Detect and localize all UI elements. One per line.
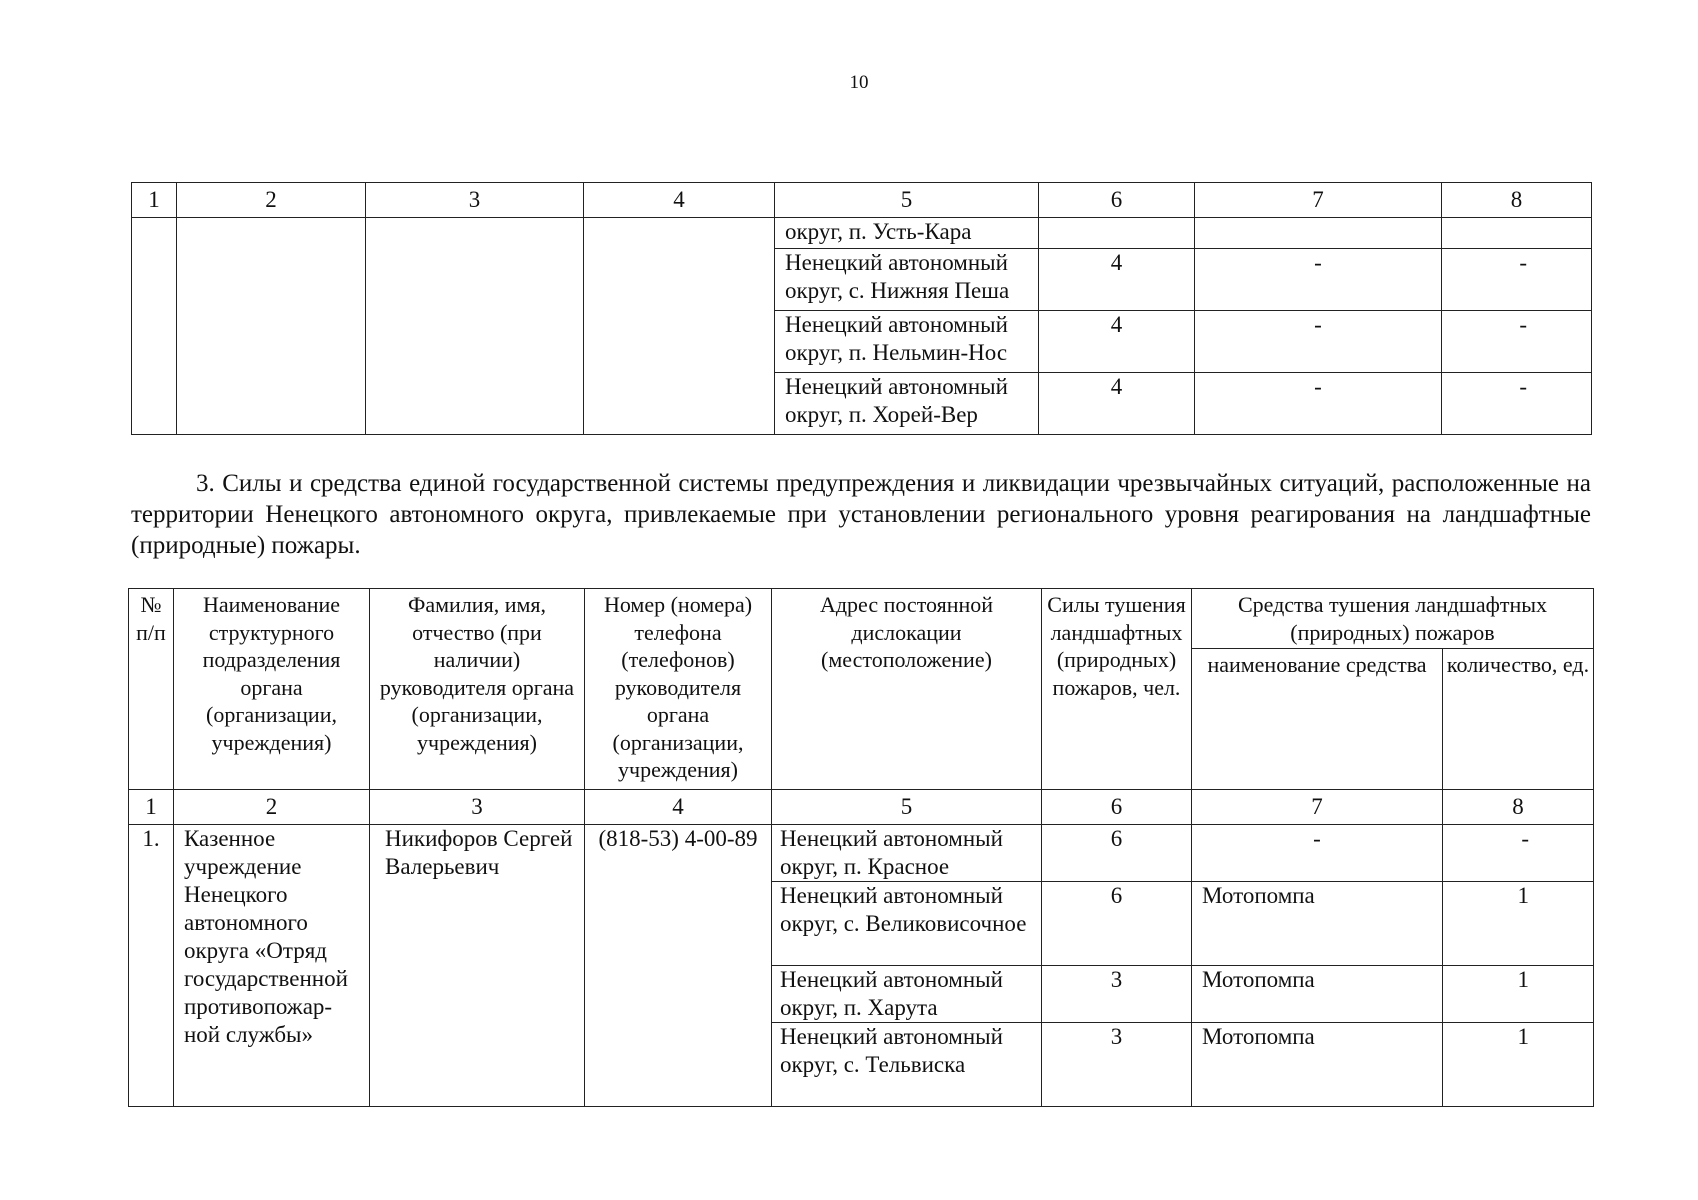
column-number: 5 bbox=[775, 183, 1039, 218]
forces-cell: 3 bbox=[1042, 1023, 1192, 1107]
column-number: 8 bbox=[1443, 790, 1594, 825]
address-cell: Ненецкий автономный округ, п. Нельмин-Нос bbox=[775, 311, 1039, 373]
column-number: 3 bbox=[366, 183, 584, 218]
section-3-paragraph bbox=[131, 468, 1591, 561]
equipment-cell: Мотопомпа bbox=[1192, 966, 1443, 1023]
equipment-cell: Мотопомпа bbox=[1192, 882, 1443, 966]
forces-cell: 4 bbox=[1039, 249, 1195, 311]
column-number: 4 bbox=[584, 183, 775, 218]
empty-cell bbox=[177, 218, 366, 435]
column-number-row bbox=[129, 790, 1594, 825]
address-cell: Ненецкий автономный округ, п. Харута bbox=[772, 966, 1042, 1023]
table-row bbox=[132, 218, 1592, 249]
section-3-text: 3. Силы и средства единой государственной системы предупреждения и ликвидации чрезвычайных ситуаций, расположенные на территории Ненецкого автономного округа, привлекаемые при установлении регионального уровня реагирования на ландшафтные (природные) пожары. bbox=[131, 470, 1591, 559]
address-cell: Ненецкий автономный округ, с. Нижняя Пеша bbox=[775, 249, 1039, 311]
address-cell: Ненецкий автономный округ, с. Великовисочное bbox=[772, 882, 1042, 966]
forces-cell: 4 bbox=[1039, 373, 1195, 435]
forces-cell: 6 bbox=[1042, 825, 1192, 882]
column-number: 7 bbox=[1192, 790, 1443, 825]
header-head: Фамилия, имя, отчество (при наличии) руководителя органа (организации, учреждения) bbox=[370, 589, 585, 790]
column-number: 8 bbox=[1442, 183, 1592, 218]
column-number: 1 bbox=[132, 183, 177, 218]
continuation-table bbox=[131, 182, 1592, 435]
equipment-cell bbox=[1195, 218, 1442, 249]
quantity-cell: - bbox=[1443, 825, 1594, 882]
column-number: 2 bbox=[177, 183, 366, 218]
equipment-cell: Мотопомпа bbox=[1192, 1023, 1443, 1107]
empty-cell bbox=[132, 218, 177, 435]
column-number: 1 bbox=[129, 790, 174, 825]
header-number: № п/п bbox=[129, 589, 174, 790]
equipment-cell: - bbox=[1195, 249, 1442, 311]
quantity-cell bbox=[1442, 218, 1592, 249]
header-quantity: количество, ед. bbox=[1443, 649, 1594, 790]
equipment-cell: - bbox=[1192, 825, 1443, 882]
quantity-cell: - bbox=[1442, 373, 1592, 435]
column-number: 6 bbox=[1039, 183, 1195, 218]
header-equipment-group: Средства тушения ландшафтных (природных) пожаров bbox=[1192, 589, 1594, 649]
forces-table bbox=[128, 588, 1594, 1107]
forces-cell: 6 bbox=[1042, 882, 1192, 966]
header-row bbox=[129, 589, 1594, 649]
organization-cell: Казенное учреждение Ненецкого автономного округа «Отряд государственной противопожар-ной службы» bbox=[174, 825, 370, 1107]
address-cell: Ненецкий автономный округ, с. Тельвиска bbox=[772, 1023, 1042, 1107]
forces-cell: 4 bbox=[1039, 311, 1195, 373]
empty-cell bbox=[366, 218, 584, 435]
empty-cell bbox=[584, 218, 775, 435]
header-equipment-name: наименование средства bbox=[1192, 649, 1443, 790]
header-phone: Номер (номера) телефона (телефонов) руководителя органа (организации, учреждения) bbox=[585, 589, 772, 790]
head-cell: Никифоров Сергей Валерьевич bbox=[370, 825, 585, 1107]
address-cell: Ненецкий автономный округ, п. Красное bbox=[772, 825, 1042, 882]
forces-cell bbox=[1039, 218, 1195, 249]
column-number: 5 bbox=[772, 790, 1042, 825]
equipment-cell: - bbox=[1195, 311, 1442, 373]
quantity-cell: 1 bbox=[1443, 882, 1594, 966]
quantity-cell: - bbox=[1442, 311, 1592, 373]
address-cell: округ, п. Усть-Кара bbox=[775, 218, 1039, 249]
equipment-cell: - bbox=[1195, 373, 1442, 435]
quantity-cell: - bbox=[1442, 249, 1592, 311]
quantity-cell: 1 bbox=[1443, 1023, 1594, 1107]
column-number-row bbox=[132, 183, 1592, 218]
record-number: 1. bbox=[129, 825, 174, 1107]
header-address: Адрес постоянной дислокации (местоположение) bbox=[772, 589, 1042, 790]
column-number: 6 bbox=[1042, 790, 1192, 825]
table-row bbox=[129, 825, 1594, 882]
header-organization: Наименование структурного подразделения органа (организации, учреждения) bbox=[174, 589, 370, 790]
phone-cell: (818-53) 4-00-89 bbox=[585, 825, 772, 1107]
page-number: 10 bbox=[849, 72, 869, 93]
quantity-cell: 1 bbox=[1443, 966, 1594, 1023]
address-cell: Ненецкий автономный округ, п. Хорей-Вер bbox=[775, 373, 1039, 435]
forces-cell: 3 bbox=[1042, 966, 1192, 1023]
column-number: 2 bbox=[174, 790, 370, 825]
column-number: 7 bbox=[1195, 183, 1442, 218]
column-number: 4 bbox=[585, 790, 772, 825]
header-forces: Силы тушения ландшафтных (природных) пожаров, чел. bbox=[1042, 589, 1192, 790]
column-number: 3 bbox=[370, 790, 585, 825]
